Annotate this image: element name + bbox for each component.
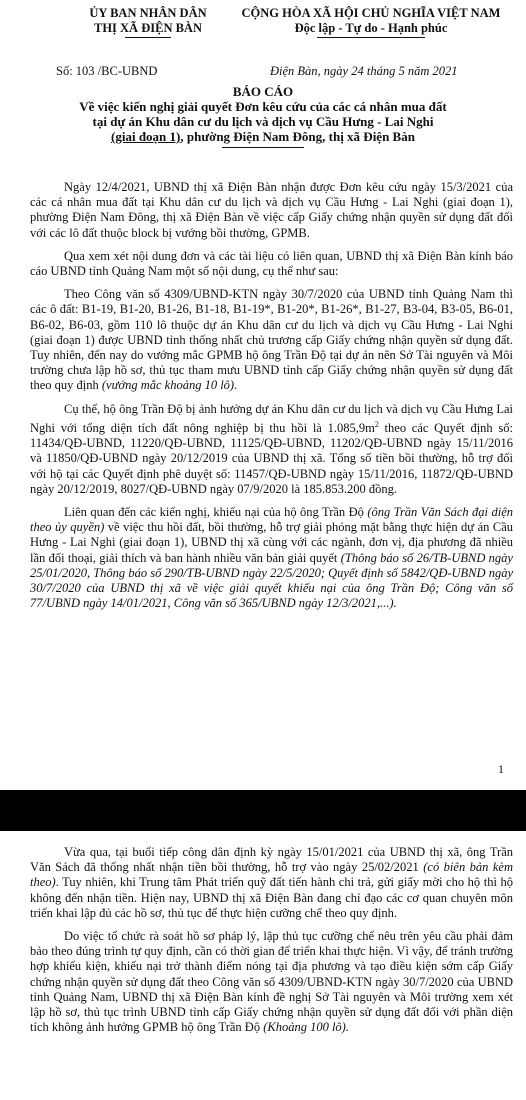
document-date: Điện Bàn, ngày 24 tháng 5 năm 2021 — [270, 64, 458, 78]
national-motto — [226, 6, 516, 38]
paragraph-6-text-a: Vừa qua, tại buổi tiếp công dân định kỳ ngày 15/01/2021 của UBND thị xã, ông Trần Văn Sách đã thống nhất nhận tiền bồi thường, hỗ trợ vào ngày 25/02/2021 — [30, 845, 513, 875]
area-unit-superscript: 2 — [374, 419, 379, 429]
report-subject-line-2: tại dự án Khu dân cư du lịch và dịch vụ Cầu Hưng - Lai Nghi — [92, 114, 434, 129]
agency-line-1: ỦY BAN NHÂN DÂN — [89, 6, 207, 20]
page-separator — [0, 790, 526, 831]
nation-name: CỘNG HÒA XÃ HỘI CHỦ NGHĨA VIỆT NAM — [241, 6, 501, 20]
report-title-main: BÁO CÁO — [232, 84, 294, 99]
report-subject-line-3 — [0, 129, 526, 144]
page-1-body — [30, 180, 513, 619]
paragraph-6-text-b: . Tuy nhiên, khi Trung tâm Phát triển quỹ đất tiến hành chi trả, gửi giấy mời cho hộ thì hộ không đến nhận tiền. Hiện nay, UBND thị xã Điện Bàn đang chỉ đạo các cơ quan chuyên môn triển khai lập đủ các hồ sơ, thủ tục để thực hiện cưỡng chế theo quy định. — [30, 875, 513, 920]
paragraph-5-text-a: Liên quan đến các kiến nghị, khiếu nại của hộ ông Trần Độ — [64, 505, 368, 520]
paragraph-4 — [30, 402, 513, 497]
page-2-body — [30, 845, 513, 1043]
subject-location: , phường Điện Nam Đông, thị xã Điện Bàn — [180, 129, 415, 144]
document-page-2 — [0, 831, 526, 1100]
paragraph-2: Qua xem xét nội dung đơn và các tài liệu có liên quan, UBND thị xã Điện Bàn kính báo cáo UBND tỉnh Quảng Nam một số nội dung, cụ thể như sau: — [30, 248, 513, 279]
issuing-agency — [58, 6, 238, 38]
page-number: 1 — [498, 762, 504, 776]
report-title — [0, 84, 526, 148]
motto-underline — [317, 37, 425, 38]
paragraph-5-text-b: về việc thu hồi đất, bồi thường, hỗ trợ giải phóng mặt bằng thực hiện dự án Cầu Hưng - Lai Nghi (giai đoạn 1), UBND thị xã cùng với các ngành, đơn vị, địa phương đã nhiều lần đối thoại, giải thích và ban hành nhiều văn bản giải quyết — [30, 520, 513, 565]
paragraph-1: Ngày 12/4/2021, UBND thị xã Điện Bàn nhận được Đơn kêu cứu ngày 15/3/2021 của các cá nhân mua đất tại Khu dân cư du lịch và dịch vụ Cầu Hưng - Lai Nghi (giai đoạn 1), phường Điện Nam Đông, thị xã Điện Bàn về việc cấp Giấy chứng nhận quyền sử dụng đất đối với các lô đất thuộc block bị vướng bồi thường, GPMB. — [30, 180, 513, 240]
subject-phase: (giai đoạn 1) — [111, 129, 181, 144]
paragraph-4-text-b: theo các Quyết định số: 11434/QĐ-UBND, 11220/QĐ-UBND, 11125/QĐ-UBND, 11202/QĐ-UBND ngày 15/11/2016 và 11850/QĐ-UBND ngày 20/12/2019 của UBND thị xã. Tổng số tiền bồi thường, hỗ trợ đối với hộ tại các Quyết định phê duyệt số: 11457/QĐ-UBND ngày 15/11/2016, 11872/QĐ-UBND ngày 20/12/2019, 8027/QĐ-UBND ngày 07/9/2020 là 185.853.200 đồng. — [30, 421, 513, 496]
paragraph-7 — [30, 929, 513, 1035]
paragraph-7-text: Do việc tổ chức rà soát hồ sơ pháp lý, lập thủ tục cưỡng chế nêu trên yêu cầu phải đảm bảo theo đúng trình tự quy định, cần có thời gian để triển khai thực hiện. Vì vậy, để tránh trường hợp khiếu kiện, khiếu nại trở thành điểm nóng tại địa phương và tạo điều kiện sớm cấp Giấy chứng nhận quyền sử dụng đất theo Công văn số 4309/UBND-KTN ngày 30/7/2020 của UBND tỉnh Quảng Nam, UBND thị xã Điện Bàn kính đề nghị Sở Tài nguyên và Môi trường xem xét lập hồ sơ, thủ tục trình UBND tỉnh cấp Giấy chứng nhận quyền sử dụng đất đối với phần diện tích không ảnh hưởng GPMB hộ ông Trần Độ — [30, 929, 513, 1035]
paragraph-7-note: (Khoảng 100 lô). — [263, 1020, 349, 1035]
paragraph-4-text-a: Cụ thể, hộ ông Trần Độ bị ảnh hưởng dự án Khu dân cư du lịch và dịch vụ Cầu Hưng Lai Nghi với tổng diện tích đất nông nghiệp bị thu hồi là 1.085,9m — [30, 401, 513, 435]
paragraph-3-note: (vướng mắc khoảng 10 lô). — [101, 378, 238, 393]
paragraph-5-note-1: (ông Trần Văn Sách đại diện theo ủy quyền) — [30, 505, 513, 535]
motto: Độc lập - Tự do - Hạnh phúc — [294, 21, 448, 35]
paragraph-5 — [30, 505, 513, 611]
title-underline — [222, 147, 304, 148]
agency-line-2: THỊ XÃ ĐIỆN BÀN — [93, 21, 202, 35]
paragraph-6 — [30, 845, 513, 921]
paragraph-3-text: Theo Công văn số 4309/UBND-KTN ngày 30/7/2020 của UBND tỉnh Quảng Nam thì các ô đất: B1-19, B1-20, B1-26, B1-18, B1-19*, B1-20*, B1-26*, B1-27, B3-04, B3-05, B6-01, B6-02, B6-03, gồm 110 lô thuộc dự án Khu dân cư du lịch và dịch vụ Cầu Hưng - Lai Nghi (giai đoạn 1) được UBND tỉnh thống nhất chủ trương cấp Giấy chứng nhận quyền sử dụng đất. Tuy nhiên, đến nay do vướng mắc GPMB hộ ông Trần Độ tại dự án nên Sở Tài nguyên và Môi trường chưa lập hồ sơ, thủ tục tham mưu UBND tỉnh cấp Giấy chứng nhận quyền sử dụng đất theo quy định — [30, 287, 513, 393]
paragraph-3 — [30, 287, 513, 393]
paragraph-5-note-2: (Thông báo số 26/TB-UBND ngày 25/01/2020, Thông báo số 290/TB-UBND ngày 22/5/2020; Quyết định số 5842/QĐ-UBND ngày 30/7/2020 của UBND thị xã về việc giải quyết khiếu nại của ông Trần Độ; Công văn số 77/UBND ngày 14/01/2021, Công văn số 365/UBND ngày 12/3/2021,...). — [30, 550, 513, 611]
report-subject-line-1: Về việc kiến nghị giải quyết Đơn kêu cứu của các cá nhân mua đất — [79, 99, 447, 114]
document-number: Số: 103 /BC-UBND — [56, 64, 158, 78]
paragraph-6-note: (có biên bản kèm theo) — [30, 860, 514, 890]
agency-underline — [125, 37, 171, 38]
